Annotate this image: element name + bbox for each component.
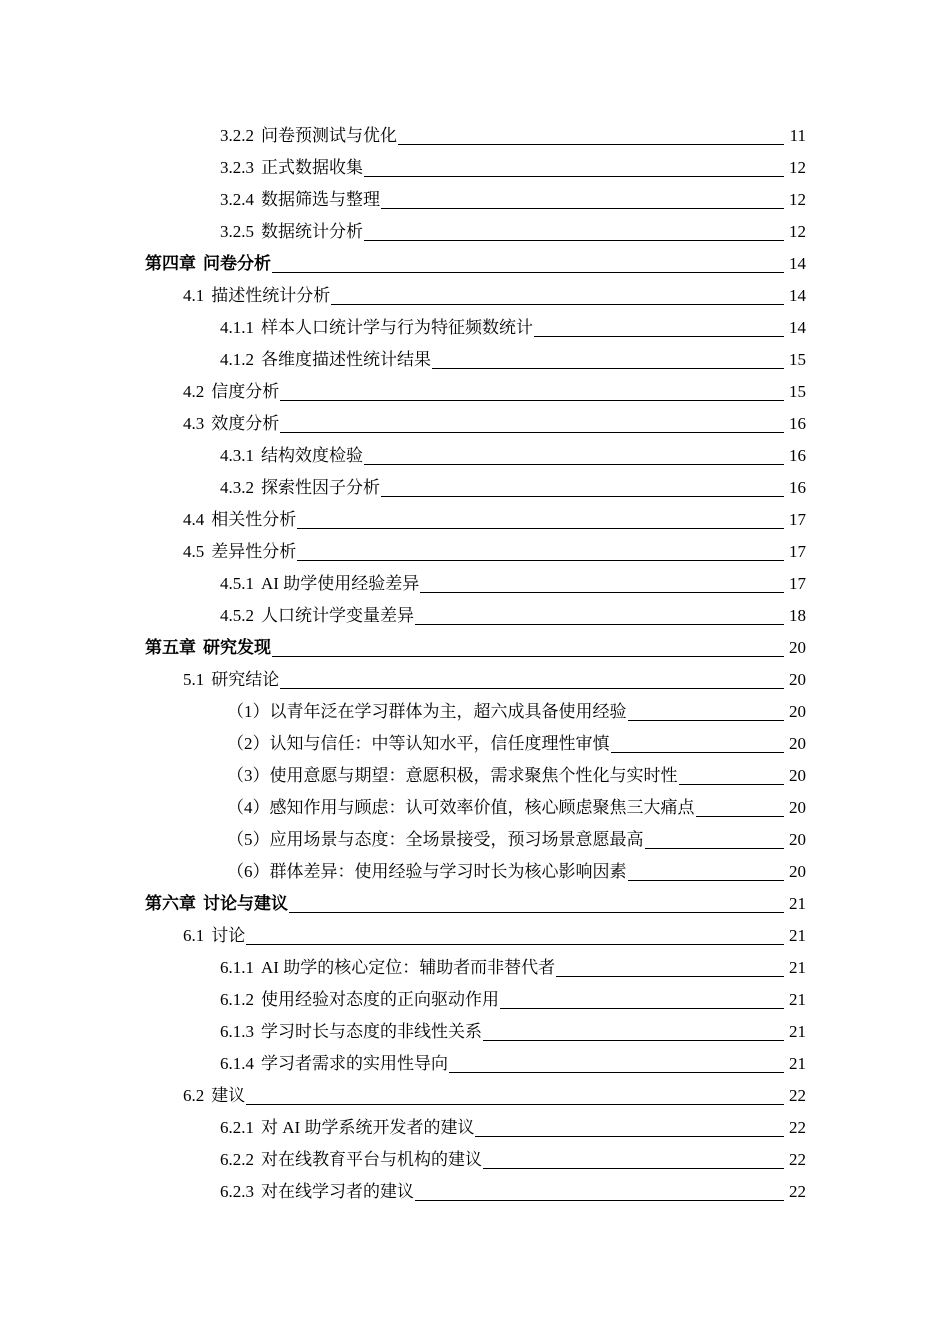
toc-entry-title: 学习者需求的实用性导向	[261, 1054, 448, 1073]
toc-entry-label	[220, 1022, 482, 1044]
toc-entry[interactable]	[0, 628, 806, 660]
toc-leader-line	[534, 335, 784, 337]
toc-entry-number: 4.4	[183, 510, 205, 529]
toc-leader-line	[483, 1039, 784, 1041]
toc-entry-title: 讨论与建议	[203, 894, 288, 913]
toc-entry-title: 问卷预测试与优化	[261, 126, 397, 145]
toc-entry[interactable]	[0, 788, 806, 820]
toc-entry-label	[220, 1182, 414, 1204]
toc-leader-line	[246, 1103, 784, 1105]
toc-entry-title: 各维度描述性统计结果	[261, 350, 431, 369]
toc-page-number: 21	[789, 926, 806, 945]
toc-entry-number: 4.1.1	[220, 318, 254, 337]
toc-entry-title: 正式数据收集	[261, 158, 363, 177]
toc-entry-label	[227, 862, 627, 884]
toc-entry-number: 4.5.1	[220, 574, 254, 593]
toc-entry-title: 信度分析	[211, 382, 280, 401]
toc-entry-title: （2）认知与信任：中等认知水平，信任度理性审慎	[227, 734, 610, 753]
toc-entry-label	[183, 414, 279, 436]
toc-entry[interactable]	[0, 852, 806, 884]
toc-page-number: 14	[789, 286, 806, 305]
toc-leader-line	[272, 271, 784, 273]
toc-entry[interactable]	[0, 468, 806, 500]
toc-leader-line	[331, 303, 784, 305]
toc-entry-number: 4.3.1	[220, 446, 254, 465]
toc-leader-line	[420, 591, 784, 593]
toc-entry[interactable]	[0, 1044, 806, 1076]
toc-entry-title: 相关性分析	[211, 510, 297, 529]
toc-entry[interactable]	[0, 276, 806, 308]
toc-page-number: 22	[789, 1150, 806, 1169]
toc-entry-label	[183, 1086, 245, 1108]
toc-entry-title: 差异性分析	[211, 542, 297, 561]
toc-entry-title: 人口统计学变量差异	[261, 606, 414, 625]
toc-page-number: 20	[789, 830, 806, 849]
toc-entry-title: 效度分析	[211, 414, 280, 433]
toc-page-number: 15	[789, 382, 806, 401]
toc-entry-label	[220, 190, 380, 212]
toc-entry-number: 3.2.3	[220, 158, 254, 177]
toc-entry-number: 4.3	[183, 414, 205, 433]
toc-leader-line	[556, 975, 784, 977]
toc-leader-line	[364, 239, 784, 241]
toc-entry[interactable]	[0, 1108, 806, 1140]
toc-entry-label	[220, 222, 363, 244]
toc-entry-number: 4.3.2	[220, 478, 254, 497]
toc-entry-number: 6.2.1	[220, 1118, 254, 1137]
toc-list	[0, 116, 806, 1204]
toc-page-number: 16	[789, 446, 806, 465]
toc-entry-number: 3.2.2	[220, 126, 254, 145]
toc-entry-number: 4.2	[183, 382, 205, 401]
toc-entry-title: AI 助学的核心定位：辅助者而非替代者	[261, 958, 556, 977]
toc-leader-line	[500, 1007, 784, 1009]
toc-leader-line	[449, 1071, 784, 1073]
toc-entry-label	[220, 478, 380, 500]
toc-entry-title: 对 AI 助学系统开发者的建议	[261, 1118, 475, 1137]
toc-page-number: 21	[789, 1022, 806, 1041]
toc-entry-title: 对在线学习者的建议	[261, 1182, 414, 1201]
toc-page-number: 20	[789, 766, 806, 785]
toc-entry-title: 使用经验对态度的正向驱动作用	[261, 990, 499, 1009]
toc-entry-number: 第四章	[145, 254, 196, 273]
toc-page-number: 21	[789, 1054, 806, 1073]
toc-page-number: 12	[789, 190, 806, 209]
toc-page-number: 20	[789, 734, 806, 753]
toc-leader-line	[381, 495, 784, 497]
toc-entry[interactable]	[0, 116, 806, 148]
toc-entry[interactable]	[0, 724, 806, 756]
toc-entry-title: 研究发现	[203, 638, 271, 657]
toc-entry-label	[227, 766, 678, 788]
toc-entry[interactable]	[0, 148, 806, 180]
toc-entry-number: 6.2.3	[220, 1182, 254, 1201]
toc-leader-line	[432, 367, 784, 369]
toc-page-number: 12	[789, 158, 806, 177]
toc-entry-label	[220, 126, 397, 148]
toc-entry[interactable]	[0, 180, 806, 212]
toc-page-number: 22	[789, 1182, 806, 1201]
toc-leader-line	[483, 1167, 784, 1169]
toc-leader-line	[415, 1199, 784, 1201]
toc-page-number: 14	[789, 254, 806, 273]
toc-page-number: 21	[789, 894, 806, 913]
toc-entry[interactable]	[0, 884, 806, 916]
toc-entry-label	[220, 446, 363, 468]
toc-page-number: 17	[789, 574, 806, 593]
toc-entry-label	[220, 158, 363, 180]
toc-entry-title: 建议	[211, 1086, 246, 1105]
toc-entry-label	[220, 574, 419, 596]
toc-leader-line	[679, 783, 785, 785]
toc-page-number: 20	[789, 702, 806, 721]
toc-leader-line	[246, 943, 784, 945]
toc-leader-line	[280, 687, 784, 689]
toc-entry[interactable]	[0, 564, 806, 596]
toc-leader-line	[364, 463, 784, 465]
toc-page-number: 20	[789, 862, 806, 881]
table-of-contents	[0, 116, 950, 1204]
toc-entry-title: 数据筛选与整理	[261, 190, 380, 209]
toc-entry[interactable]	[0, 308, 806, 340]
toc-entry-title: 问卷分析	[203, 254, 271, 273]
toc-entry-title: 讨论	[211, 926, 246, 945]
toc-leader-line	[628, 879, 785, 881]
toc-entry[interactable]	[0, 916, 806, 948]
toc-entry-label	[227, 830, 644, 852]
toc-entry-label	[145, 638, 271, 660]
toc-page-number: 20	[789, 638, 806, 657]
toc-leader-line	[297, 559, 784, 561]
toc-entry[interactable]	[0, 1172, 806, 1204]
toc-entry-number: 6.2	[183, 1086, 205, 1105]
toc-entry-label	[220, 1150, 482, 1172]
toc-entry-title: （1）以青年泛在学习群体为主，超六成具备使用经验	[227, 702, 627, 721]
toc-entry-number: 6.1	[183, 926, 205, 945]
toc-entry-number: 6.1.1	[220, 958, 254, 977]
toc-entry[interactable]	[0, 1012, 806, 1044]
toc-entry-title: （5）应用场景与态度：全场景接受，预习场景意愿最高	[227, 830, 644, 849]
toc-entry-number: 3.2.4	[220, 190, 254, 209]
toc-page-number: 16	[789, 414, 806, 433]
toc-leader-line	[381, 207, 784, 209]
toc-leader-line	[475, 1135, 784, 1137]
toc-entry-number: 6.2.2	[220, 1150, 254, 1169]
toc-entry-number: 4.1	[183, 286, 205, 305]
toc-entry-number: 4.5	[183, 542, 205, 561]
toc-entry-title: （3）使用意愿与期望：意愿积极，需求聚焦个性化与实时性	[227, 766, 678, 785]
toc-page-number: 21	[789, 990, 806, 1009]
toc-entry-label	[227, 702, 627, 724]
toc-entry[interactable]	[0, 820, 806, 852]
toc-entry-title: 数据统计分析	[261, 222, 363, 241]
toc-leader-line	[289, 911, 784, 913]
toc-entry[interactable]	[0, 660, 806, 692]
toc-entry-label	[183, 926, 245, 948]
toc-entry[interactable]	[0, 436, 806, 468]
toc-entry[interactable]	[0, 372, 806, 404]
toc-entry-number: 5.1	[183, 670, 205, 689]
toc-entry-label	[183, 382, 279, 404]
toc-entry-label	[183, 510, 296, 532]
toc-page-number: 20	[789, 798, 806, 817]
toc-leader-line	[415, 623, 784, 625]
toc-entry[interactable]	[0, 1076, 806, 1108]
toc-entry-label	[227, 734, 610, 756]
toc-entry-number: 3.2.5	[220, 222, 254, 241]
toc-entry[interactable]	[0, 212, 806, 244]
toc-entry[interactable]	[0, 596, 806, 628]
toc-entry[interactable]	[0, 980, 806, 1012]
toc-entry-number: 6.1.3	[220, 1022, 254, 1041]
toc-entry-label	[220, 1054, 448, 1076]
toc-entry-label	[145, 894, 288, 916]
toc-page-number: 17	[789, 542, 806, 561]
toc-page-number: 11	[789, 126, 806, 145]
toc-page-number: 17	[789, 510, 806, 529]
toc-entry-title: （4）感知作用与顾虑：认可效率价值，核心顾虑聚焦三大痛点	[227, 798, 695, 817]
toc-entry-title: 学习时长与态度的非线性关系	[261, 1022, 482, 1041]
toc-leader-line	[280, 399, 784, 401]
toc-leader-line	[611, 751, 785, 753]
toc-page-number: 22	[789, 1118, 806, 1137]
toc-page-number: 20	[789, 670, 806, 689]
toc-page-number: 18	[789, 606, 806, 625]
toc-entry-label	[220, 350, 431, 372]
toc-page-number: 21	[789, 958, 806, 977]
toc-page-number: 22	[789, 1086, 806, 1105]
toc-entry-label	[220, 958, 555, 980]
toc-entry-title: 探索性因子分析	[261, 478, 380, 497]
toc-entry-number: 6.1.4	[220, 1054, 254, 1073]
toc-entry-title: （6）群体差异：使用经验与学习时长为核心影响因素	[227, 862, 627, 881]
toc-entry-number: 4.1.2	[220, 350, 254, 369]
toc-entry-label	[220, 606, 414, 628]
toc-entry-label	[145, 254, 271, 276]
toc-entry-title: 对在线教育平台与机构的建议	[261, 1150, 482, 1169]
toc-entry-label	[227, 798, 695, 820]
toc-entry-title: 研究结论	[211, 670, 280, 689]
toc-leader-line	[628, 719, 785, 721]
toc-leader-line	[297, 527, 784, 529]
toc-entry-label	[183, 670, 279, 692]
toc-entry-label	[220, 1118, 474, 1140]
toc-entry[interactable]	[0, 1140, 806, 1172]
toc-entry[interactable]	[0, 340, 806, 372]
toc-entry-label	[183, 286, 330, 308]
toc-page-number: 12	[789, 222, 806, 241]
toc-entry-title: AI 助学使用经验差异	[261, 574, 420, 593]
toc-leader-line	[272, 655, 784, 657]
toc-entry-label	[220, 318, 533, 340]
toc-entry[interactable]	[0, 756, 806, 788]
toc-entry[interactable]	[0, 532, 806, 564]
toc-entry-label	[183, 542, 296, 564]
toc-page-number: 15	[789, 350, 806, 369]
toc-leader-line	[645, 847, 785, 849]
toc-leader-line	[696, 815, 785, 817]
toc-entry-number: 第六章	[145, 894, 196, 913]
toc-entry[interactable]	[0, 244, 806, 276]
toc-entry[interactable]	[0, 500, 806, 532]
toc-entry-number: 第五章	[145, 638, 196, 657]
toc-page-number: 14	[789, 318, 806, 337]
toc-entry[interactable]	[0, 692, 806, 724]
toc-entry-title: 结构效度检验	[261, 446, 363, 465]
toc-entry-number: 4.5.2	[220, 606, 254, 625]
toc-entry-label	[220, 990, 499, 1012]
toc-entry[interactable]	[0, 948, 806, 980]
toc-entry-title: 样本人口统计学与行为特征频数统计	[261, 318, 533, 337]
toc-leader-line	[364, 175, 784, 177]
toc-page-number: 16	[789, 478, 806, 497]
toc-entry-title: 描述性统计分析	[211, 286, 331, 305]
toc-leader-line	[398, 143, 784, 145]
toc-leader-line	[280, 431, 784, 433]
toc-entry[interactable]	[0, 404, 806, 436]
toc-entry-number: 6.1.2	[220, 990, 254, 1009]
